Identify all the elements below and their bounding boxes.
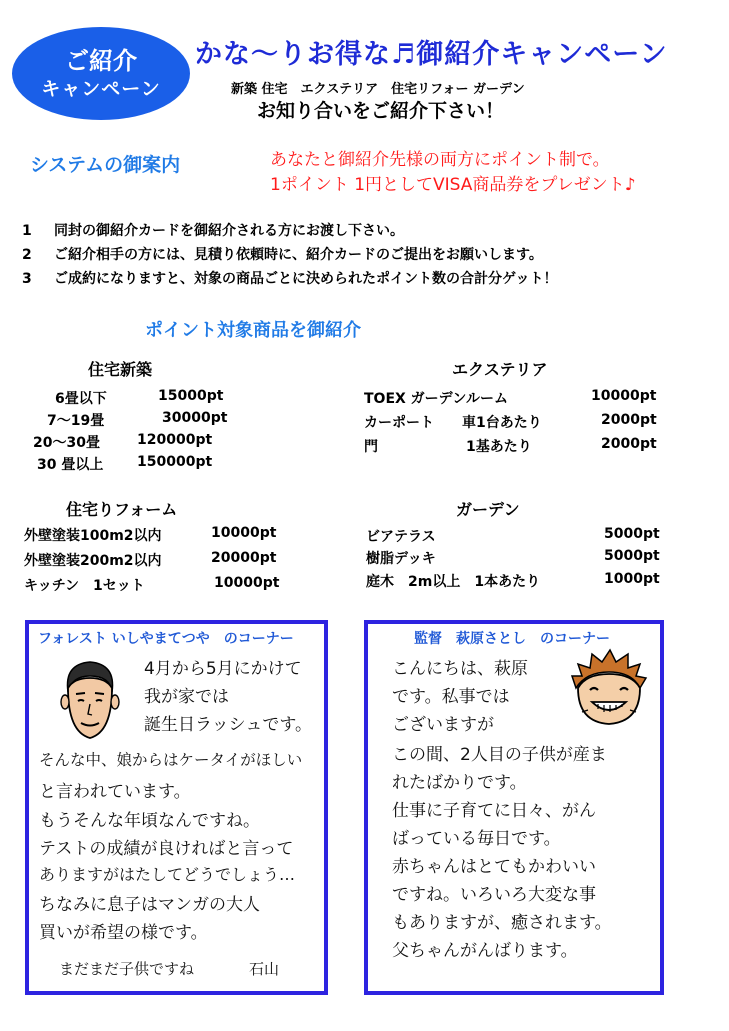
corner-left-intro-line: 4月から5月にかけて — [144, 659, 302, 679]
exterior-label: 門 — [364, 439, 378, 455]
exterior-detail: 車1台あたり — [462, 415, 542, 431]
shinchiku-points: 15000pt — [158, 388, 224, 404]
corner-left-intro-line: 誕生日ラッシュです。 — [144, 715, 312, 735]
corner-left-body-line: と言われています。 — [39, 782, 191, 802]
reform-label: 外壁塗装100m2以内 — [24, 528, 162, 544]
corner-left-body-line: テストの成績が良ければと言って — [39, 839, 294, 859]
reform-label: 外壁塗装200m2以内 — [24, 553, 162, 569]
step-text: 同封の御紹介カードを御紹介される方にお渡し下さい。 — [54, 223, 404, 239]
staff-portrait-hagiwara — [568, 646, 650, 728]
garden-label: 庭木 2m以上 1本あたり — [366, 574, 541, 590]
step-number: 3 — [22, 271, 32, 287]
exterior-label: カーポート — [364, 415, 434, 431]
garden-points: 5000pt — [604, 526, 660, 542]
business-categories: 新築 住宅 エクステリア 住宅リフォー ガーデン — [231, 82, 525, 97]
shinchiku-label: 7〜19畳 — [47, 413, 105, 429]
corner-right-title: 監督 萩原さとし のコーナー — [414, 631, 610, 647]
corner-right-intro-line: こんにちは、萩原 — [392, 659, 528, 679]
staff-portrait-ishiyama — [54, 654, 126, 742]
corner-right-body-line: 父ちゃんがんばります。 — [392, 941, 578, 961]
garden-label: 樹脂デッキ — [366, 551, 436, 567]
garden-points: 1000pt — [604, 571, 660, 587]
reform-points: 20000pt — [211, 550, 277, 566]
promo-line-2: 1ポイント 1円としてVISA商品券をプレゼント♪ — [270, 175, 636, 195]
corner-right-body-line: ですね。いろいろ大変な事 — [392, 885, 596, 905]
reform-label: キッチン 1セット — [24, 578, 145, 594]
system-heading: システムの御案内 — [30, 154, 181, 176]
corner-right-body-line: 赤ちゃんはとてもかわいい — [392, 857, 596, 877]
promo-line-1: あなたと御紹介先様の両方にポイント制で。 — [270, 150, 610, 170]
corner-left-closing: まだまだ子供ですね — [59, 960, 195, 978]
corner-right-body-line: 仕事に子育てに日々、がん — [392, 801, 596, 821]
garden-title: ガーデン — [456, 500, 520, 519]
exterior-points: 10000pt — [591, 388, 657, 404]
exterior-points: 2000pt — [601, 436, 657, 452]
corner-left-body-line: そんな中、娘からはケータイがほしい — [39, 751, 303, 769]
exterior-title: エクステリア — [452, 360, 548, 379]
corner-left-title: フォレスト いしやまてつや のコーナー — [38, 631, 294, 647]
exterior-label: TOEX ガーデンルーム — [364, 391, 509, 407]
reform-points: 10000pt — [211, 525, 277, 541]
exterior-points: 2000pt — [601, 412, 657, 428]
step-number: 2 — [22, 247, 32, 263]
points-heading: ポイント対象商品を御紹介 — [145, 320, 361, 341]
corner-left-body-line: ちなみに息子はマンガの大人 — [39, 895, 260, 915]
step-item — [22, 219, 557, 243]
garden-label: ビアテラス — [366, 529, 436, 545]
step-item — [22, 243, 557, 267]
badge-line1: ご紹介 — [65, 46, 137, 75]
shinchiku-points: 30000pt — [162, 410, 228, 426]
steps-list — [22, 219, 557, 291]
corner-left-body-line: もうそんな年頃なんですね。 — [39, 811, 260, 831]
corner-right-intro-line: ございますが — [392, 715, 494, 735]
staff-corner-right — [364, 620, 664, 995]
exterior-detail: 1基あたり — [466, 439, 532, 455]
headline: かな〜りお得な♬御紹介キャンペーン — [195, 39, 668, 70]
garden-points: 5000pt — [604, 548, 660, 564]
corner-left-signature: 石山 — [249, 960, 280, 978]
corner-right-intro-line: です。私事では — [392, 687, 510, 707]
corner-right-body-line: れたばかりです。 — [392, 773, 527, 793]
corner-left-intro-line: 我が家では — [144, 687, 229, 707]
step-text: ご成約になりますと、対象の商品ごとに決められたポイント数の合計分ゲット！ — [54, 271, 558, 287]
shinchiku-title: 住宅新築 — [88, 360, 153, 379]
step-number: 1 — [22, 223, 32, 239]
corner-left-body-line: ありますがはたしてどうでしょう… — [39, 865, 296, 884]
campaign-badge — [12, 27, 190, 120]
shinchiku-label: 6畳以下 — [55, 391, 107, 407]
shinchiku-label: 20〜30畳 — [33, 435, 100, 451]
step-item — [22, 267, 557, 291]
staff-corner-left — [25, 620, 328, 995]
corner-right-body-line: もありますが、癒されます。 — [392, 913, 612, 933]
corner-right-body-line: この間、2人目の子供が産ま — [392, 745, 607, 765]
shinchiku-label: 30 畳以上 — [37, 457, 104, 473]
shinchiku-points: 120000pt — [137, 432, 213, 448]
corner-left-body-line: 買いが希望の様です。 — [39, 923, 208, 943]
shinchiku-points: 150000pt — [137, 454, 213, 470]
reform-points: 10000pt — [214, 575, 280, 591]
subheadline: お知り合いをご紹介下さい！ — [257, 100, 505, 122]
step-text: ご紹介相手の方には、見積り依頼時に、紹介カードのご提出をお願いします。 — [54, 247, 543, 263]
badge-line2: キャンペーン — [41, 77, 161, 100]
reform-title: 住宅りフォーム — [66, 500, 178, 519]
corner-right-body-line: ばっている毎日です。 — [392, 829, 561, 849]
